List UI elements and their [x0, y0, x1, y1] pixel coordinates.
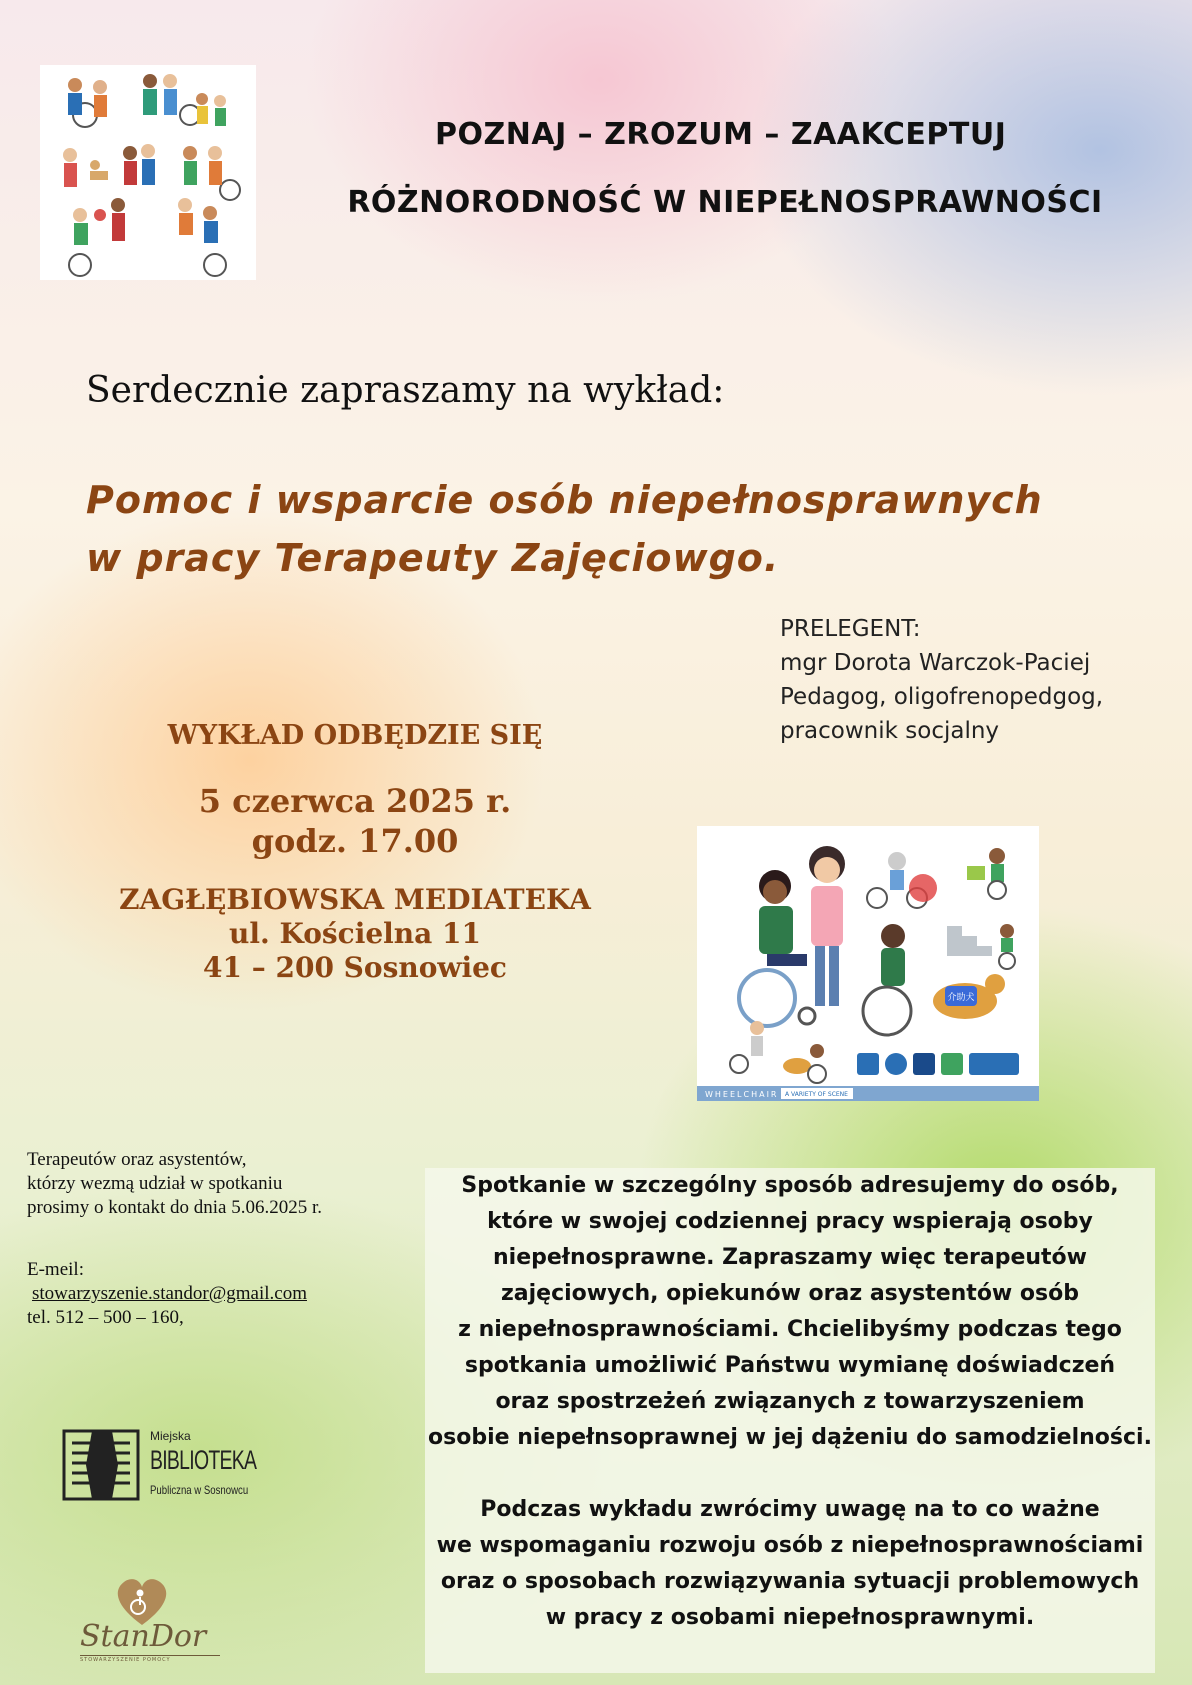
header-line-1: POZNAJ – ZROZUM – ZAAKCEPTUJ: [435, 117, 1007, 152]
description-line: oraz spostrzeżeń związanych z towarzyszeniem: [495, 1389, 1085, 1414]
library-big-text: BIBLIOTEKA: [150, 1445, 257, 1475]
library-sub-text: Publiczna w Sosnowcu: [150, 1483, 249, 1497]
description-line: osobie niepełnsoprawnej w jej dążeniu do samodzielności.: [428, 1425, 1152, 1450]
event-city: 41 – 200 Sosnowiec: [203, 951, 507, 984]
event-details: [90, 720, 620, 985]
contact-line-2: którzy wezmą udział w spotkaniu: [27, 1173, 283, 1194]
library-book-icon: [62, 1427, 142, 1503]
header-line-2: RÓŻNORODNOŚĆ W NIEPEŁNOSPRAWNOŚCI: [347, 185, 1103, 220]
standor-sub-text: STOWARZYSZENIE POMOCY: [80, 1655, 220, 1663]
disability-people-illustration: [40, 65, 256, 280]
description-line: spotkania umożliwić Państwu wymianę doświadczeń: [464, 1353, 1116, 1378]
description-line: Podczas wykładu zwrócimy uwagę na to co ważne: [480, 1497, 1100, 1522]
speaker-title-2: pracownik socjalny: [780, 718, 1000, 744]
dog-vest-label: 介助犬: [947, 993, 975, 1003]
speaker-block: [780, 612, 1103, 748]
library-small-text: Miejska: [150, 1429, 191, 1443]
event-venue: ZAGŁĘBIOWSKA MEDIATEKA: [119, 883, 591, 916]
standor-logo: [80, 1575, 220, 1665]
invite-text: Serdecznie zapraszamy na wykład:: [86, 370, 725, 411]
speaker-name: mgr Dorota Warczok-Paciej: [780, 650, 1091, 676]
library-logo: [62, 1427, 262, 1503]
description-line: z niepełnosprawnościami. Chcielibyśmy podczas tego: [458, 1317, 1122, 1342]
description-line: zajęciowych, opiekunów oraz asystentów osób: [500, 1281, 1079, 1306]
description-line: oraz o sposobach rozwiązywania sytuacji problemowych: [440, 1569, 1140, 1594]
wheelchair-scenes-illustration: [697, 826, 1039, 1101]
speaker-title-1: Pedagog, oligofrenopedgog,: [780, 684, 1104, 710]
lecture-title-line-1: Pomoc i wsparcie osób niepełnosprawnych: [86, 478, 1043, 522]
wheelchair-banner-sub: A VARIETY OF SCENE: [785, 1091, 848, 1098]
description-line: we wspomaganiu rozwoju osób z niepełnosprawnościami: [436, 1533, 1144, 1558]
contact-block: [27, 1148, 322, 1330]
email-link[interactable]: stowarzyszenie.standor@gmail.com: [32, 1283, 307, 1304]
contact-line-3: prosimy o kontakt do dnia 5.06.2025 r.: [27, 1197, 323, 1218]
speaker-label: PRELEGENT:: [780, 616, 921, 642]
description-line: niepełnosprawne. Zapraszamy więc terapeutów: [492, 1245, 1087, 1270]
description-paragraph-1: [425, 1168, 1155, 1456]
lecture-title-line-2: w pracy Terapeuty Zajęciowgo.: [86, 536, 780, 580]
contact-line-1: Terapeutów oraz asystentów,: [27, 1149, 247, 1170]
description-box: [425, 1168, 1155, 1673]
description-line: Spotkanie w szczególny sposób adresujemy do osób,: [461, 1173, 1119, 1198]
event-date: 5 czerwca 2025 r.: [198, 782, 512, 820]
standor-text: StanDor: [80, 1619, 207, 1654]
event-street: ul. Kościelna 11: [229, 917, 481, 950]
description-line: które w swojej codziennej pracy wspierają osoby: [487, 1209, 1093, 1234]
event-heading: WYKŁAD ODBĘDZIE SIĘ: [167, 720, 543, 751]
email-label: E-meil:: [27, 1259, 84, 1280]
phone-number: tel. 512 – 500 – 160,: [27, 1307, 184, 1328]
event-time: godz. 17.00: [251, 822, 459, 860]
wheelchair-banner-main: WHEELCHAIR: [705, 1090, 779, 1099]
description-paragraph-2: [425, 1492, 1155, 1636]
description-line: w pracy z osobami niepełnosprawnymi.: [545, 1605, 1035, 1630]
